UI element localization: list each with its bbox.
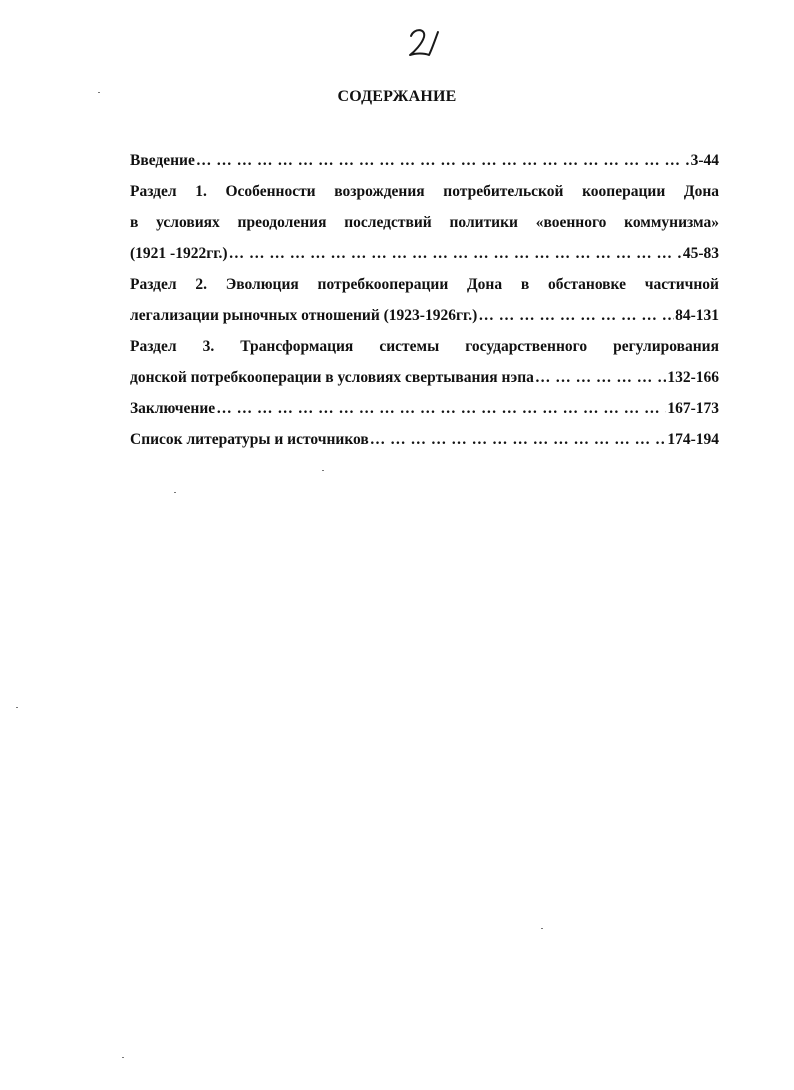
scan-speck — [541, 928, 543, 929]
toc-page-range: 174-194 — [667, 431, 719, 448]
dot-leader — [216, 393, 666, 424]
table-of-contents — [130, 145, 719, 455]
toc-entry-section2-line1: Раздел 2. Эволюция потребкооперации Дона в обстановке частичной — [130, 276, 719, 293]
dot-leader — [229, 238, 682, 269]
toc-entry-section3 — [130, 362, 719, 393]
document-title: СОДЕРЖАНИЕ — [337, 88, 457, 105]
toc-entry-intro — [130, 145, 719, 176]
toc-page-range: 84-131 — [675, 307, 719, 324]
toc-entry-label: (1921 -1922гг.) — [130, 245, 228, 262]
scan-speck — [16, 707, 18, 708]
scan-speck — [98, 92, 100, 93]
toc-page-range: 45-83 — [682, 245, 719, 262]
scan-speck — [122, 1057, 124, 1058]
toc-page-range: 167-173 — [667, 400, 719, 417]
toc-entry-label: Список литературы и источников — [130, 431, 369, 448]
toc-entry-section2 — [130, 300, 719, 331]
dot-leader — [535, 362, 666, 393]
toc-entry-section3-line1: Раздел 3. Трансформация системы государственного регулирования — [130, 338, 719, 355]
toc-entry-conclusion — [130, 393, 719, 424]
toc-entry-section1-line1: Раздел 1. Особенности возрождения потребительской кооперации Дона — [130, 183, 719, 200]
toc-entry-section1 — [130, 238, 719, 269]
toc-entry-label: легализации рыночных отношений (1923-1926гг.) — [130, 307, 478, 324]
dot-leader — [196, 145, 690, 176]
toc-page-range: 3-44 — [690, 152, 719, 169]
toc-entry-section1-line2: в условиях преодоления последствий политики «военного коммунизма» — [130, 214, 719, 231]
toc-page-range: 132-166 — [667, 369, 719, 386]
toc-entry-label: донской потребкооперации в условиях свертывания нэпа — [130, 369, 534, 386]
toc-entry-label: Введение — [130, 152, 195, 169]
dot-leader — [478, 300, 674, 331]
handwritten-page-number — [402, 22, 442, 62]
scan-speck — [322, 470, 324, 471]
toc-entry-label: Заключение — [130, 400, 216, 417]
scan-speck — [174, 492, 176, 493]
toc-entry-references — [130, 424, 719, 455]
dot-leader — [370, 424, 667, 455]
